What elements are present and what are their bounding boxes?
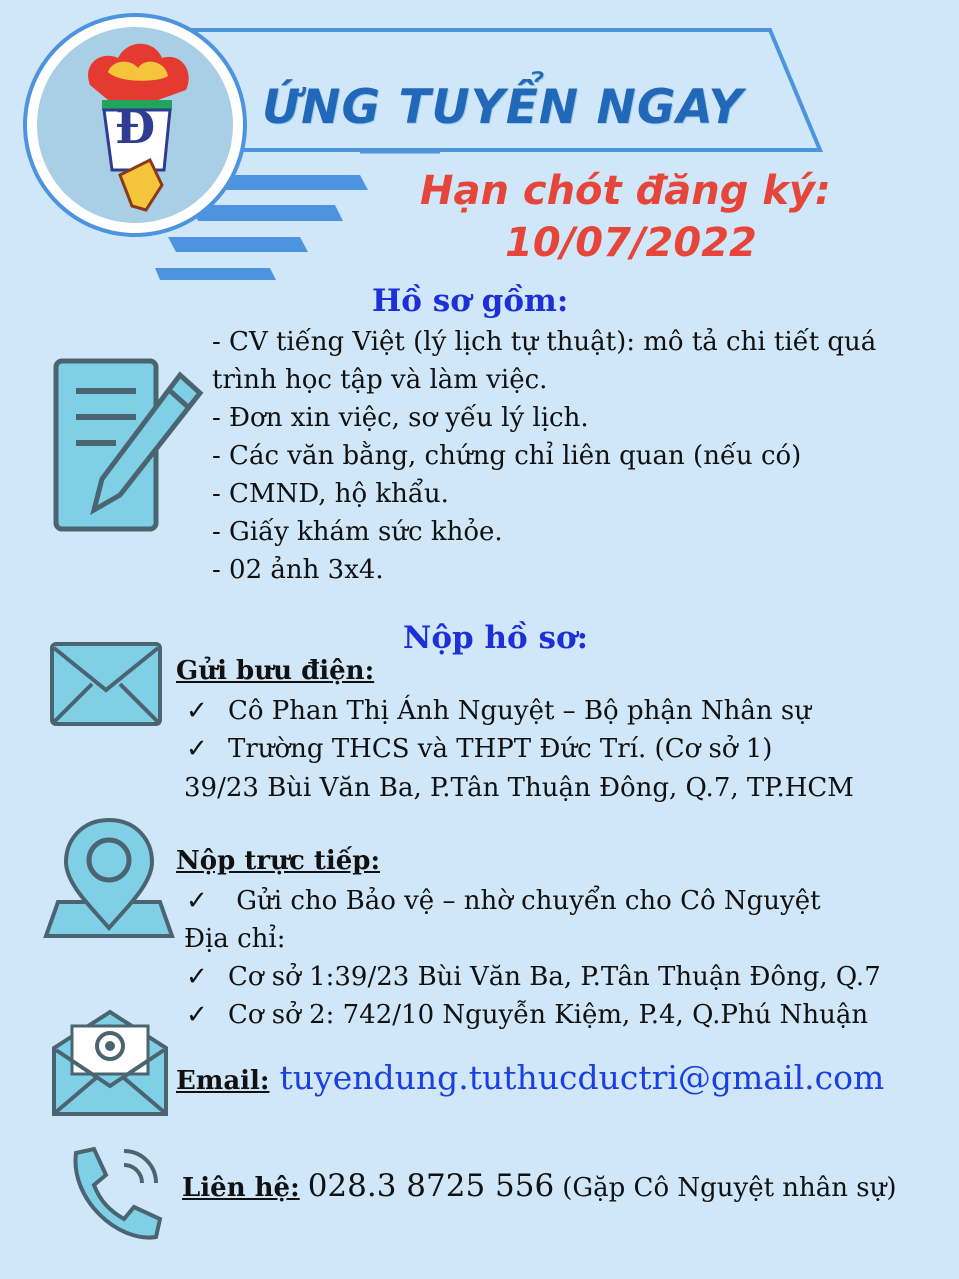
- check-icon: ✓: [186, 696, 208, 726]
- campus-1: [186, 958, 881, 996]
- campus-text: Cơ sở 1:39/23 Bùi Văn Ba, P.Tân Thuận Đông, Q.7: [228, 962, 881, 992]
- post-item-school: [186, 730, 772, 768]
- direct-address-label: Địa chỉ:: [184, 924, 286, 954]
- campus-text: Cơ sở 2: 742/10 Nguyễn Kiệm, P.4, Q.Phú Nhuận: [228, 1000, 869, 1030]
- direct-item: [186, 882, 821, 920]
- list-item: trình học tập và làm việc.: [212, 365, 548, 395]
- logo-letter: Đ: [115, 100, 156, 154]
- post-item-text: Cô Phan Thị Ánh Nguyệt – Bộ phận Nhân sự: [228, 696, 811, 726]
- check-icon: ✓: [186, 886, 208, 916]
- contact-row: [182, 1168, 897, 1204]
- list-item: - Đơn xin việc, sơ yếu lý lịch.: [212, 403, 589, 433]
- direct-label: Nộp trực tiếp:: [176, 846, 381, 876]
- deadline-label: Hạn chót đăng ký:: [420, 168, 831, 214]
- list-item: - CV tiếng Việt (lý lịch tự thuật): mô tả chi tiết quá: [212, 327, 877, 357]
- contact-phone[interactable]: 028.3 8725 556: [307, 1168, 555, 1204]
- list-item: - CMND, hộ khẩu.: [212, 479, 449, 509]
- school-logo: [20, 10, 250, 240]
- phone-icon: [62, 1145, 166, 1245]
- check-icon: ✓: [186, 1000, 208, 1030]
- email-row: [176, 1058, 884, 1097]
- post-item-recipient: [186, 692, 811, 730]
- page-title: ỨNG TUYỂN NGAY: [262, 80, 744, 135]
- contact-note: (Gặp Cô Nguyệt nhân sự): [562, 1173, 897, 1203]
- envelope-icon: [48, 640, 164, 728]
- direct-item-text: Gửi cho Bảo vệ – nhờ chuyển cho Cô Nguyệt: [228, 886, 821, 916]
- email-label: Email:: [176, 1066, 270, 1096]
- documents-heading: Hồ sơ gồm:: [372, 283, 569, 319]
- deadline-date: 10/07/2022: [505, 220, 757, 266]
- campus-2: [186, 996, 868, 1034]
- post-item-text: Trường THCS và THPT Đức Trí. (Cơ sở 1): [228, 734, 773, 764]
- post-label: Gửi bưu điện:: [176, 656, 375, 686]
- documents-list: [212, 323, 876, 589]
- email-link[interactable]: tuyendung.tuthucductri@gmail.com: [279, 1058, 885, 1097]
- list-item: - Giấy khám sức khỏe.: [212, 517, 503, 547]
- contact-label: Liên hệ:: [182, 1173, 300, 1203]
- submit-heading: Nộp hồ sơ:: [403, 620, 589, 656]
- post-address: 39/23 Bùi Văn Ba, P.Tân Thuận Đông, Q.7, TP.HCM: [184, 773, 854, 803]
- check-icon: ✓: [186, 962, 208, 992]
- check-icon: ✓: [186, 734, 208, 764]
- location-pin-icon: [42, 812, 176, 942]
- list-item: - Các văn bằng, chứng chỉ liên quan (nếu có): [212, 441, 802, 471]
- email-at-icon: [50, 1008, 170, 1118]
- document-pen-icon: [50, 355, 210, 535]
- list-item: - 02 ảnh 3x4.: [212, 555, 384, 585]
